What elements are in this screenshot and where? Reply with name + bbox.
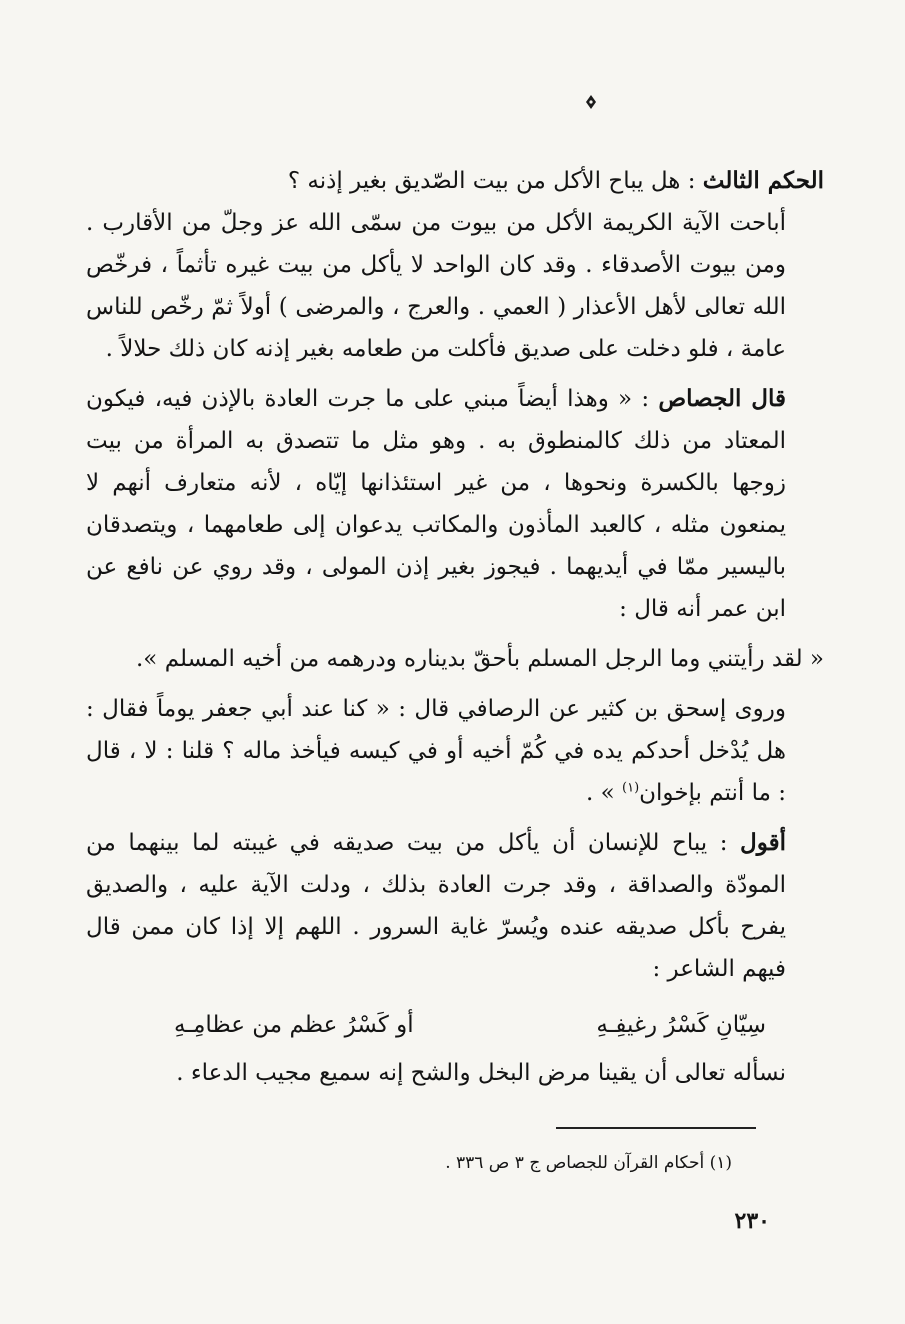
- jassas-paragraph: [86, 378, 824, 630]
- poem-verse: [86, 1004, 824, 1046]
- page-number: ٢٣٠: [734, 1208, 770, 1234]
- footnote-marker: (١): [622, 780, 640, 796]
- footnote-divider: [556, 1127, 756, 1129]
- ruling-question-text: : هل يباح الأكل من بيت الصّديق بغير إذنه ؟: [287, 168, 703, 194]
- aqulu-heading: أقول: [740, 829, 786, 856]
- diamond-ornament-icon: [584, 94, 598, 110]
- paragraph-permission: أباحت الآية الكريمة الأكل من بيوت من سمّى الله عز وجلّ من الأقارب . ومن بيوت الأصدقاء . وقد كان الواحد لا يأكل من بيت غيره تأثماً ، فرخّص الله تعالى لأهل الأعذار ( العمي . والعرج ، والمرضى ) أولاً ثمّ رخّص للناس عامة ، فلو دخلت على صديق فأكلت من طعامه بغير إذنه كان ذلك حلالاً .: [86, 210, 786, 362]
- ishaq-narration: [86, 688, 824, 814]
- verse-second-hemistich: أو كَسْرُ عظم من عظامِـهِ: [174, 1012, 414, 1038]
- closing-prayer: نسأله تعالى أن يقينا مرض البخل والشح إنه سميع مجيب الدعاء .: [176, 1060, 786, 1086]
- footnote: (١) أحكام القرآن للجصاص ج ٣ ص ٣٣٦ .: [445, 1153, 732, 1173]
- ishaq-text: وروى إسحق بن كثير عن الرصافي قال : « كنا عند أبي جعفر يوماً فقال : هل يُدْخل أحدكم يده في كُمّ أخيه أو في كيسه فيأخذ ماله ؟ قلنا : لا ، قال : ما أنتم بإخوان: [86, 696, 786, 806]
- ruling-heading: الحكم الثالث: [702, 167, 824, 194]
- ibn-umar-quote: « لقد رأيتني وما الرجل المسلم بأحقّ بديناره ودرهمه من أخيه المسلم ».: [136, 646, 824, 672]
- ruling-question: [86, 160, 824, 202]
- jassas-text: : « وهذا أيضاً مبني على ما جرت العادة بالإذن فيه، فيكون المعتاد من ذلك كالمنطوق به . وهو مثل ما تتصدق به المرأة من بيت زوجها بالكسرة ونحوها ، من غير استئذانها إيّاه ، لأنه متعارف أنهم لا يمنعون مثله ، كالعبد المأذون والمكاتب يدعوان إلى طعامهما ، ويتصدقان باليسير ممّا في أيديهما . فيجوز بغير إذن المولى ، وقد روي عن نافع عن ابن عمر أنه قال :: [86, 386, 786, 622]
- main-text: [86, 160, 824, 1094]
- jassas-heading: قال الجصاص: [658, 385, 786, 412]
- author-opinion: [86, 822, 824, 990]
- ishaq-closing: » .: [586, 780, 623, 806]
- verse-first-hemistich: سِيّانِ كَسْرُ رغيفِـهِ: [596, 1012, 766, 1038]
- aqulu-text: : يباح للإنسان أن يأكل من بيت صديقه في غيبته لما بينهما من المودّة والصداقة ، وقد جرت العادة بذلك ، ودلت الآية عليه ، والصديق يفرح بأكل صديقه عنده ويُسرّ غاية السرور . اللهم إلا إذا كان ممن قال فيهم الشاعر :: [86, 830, 786, 982]
